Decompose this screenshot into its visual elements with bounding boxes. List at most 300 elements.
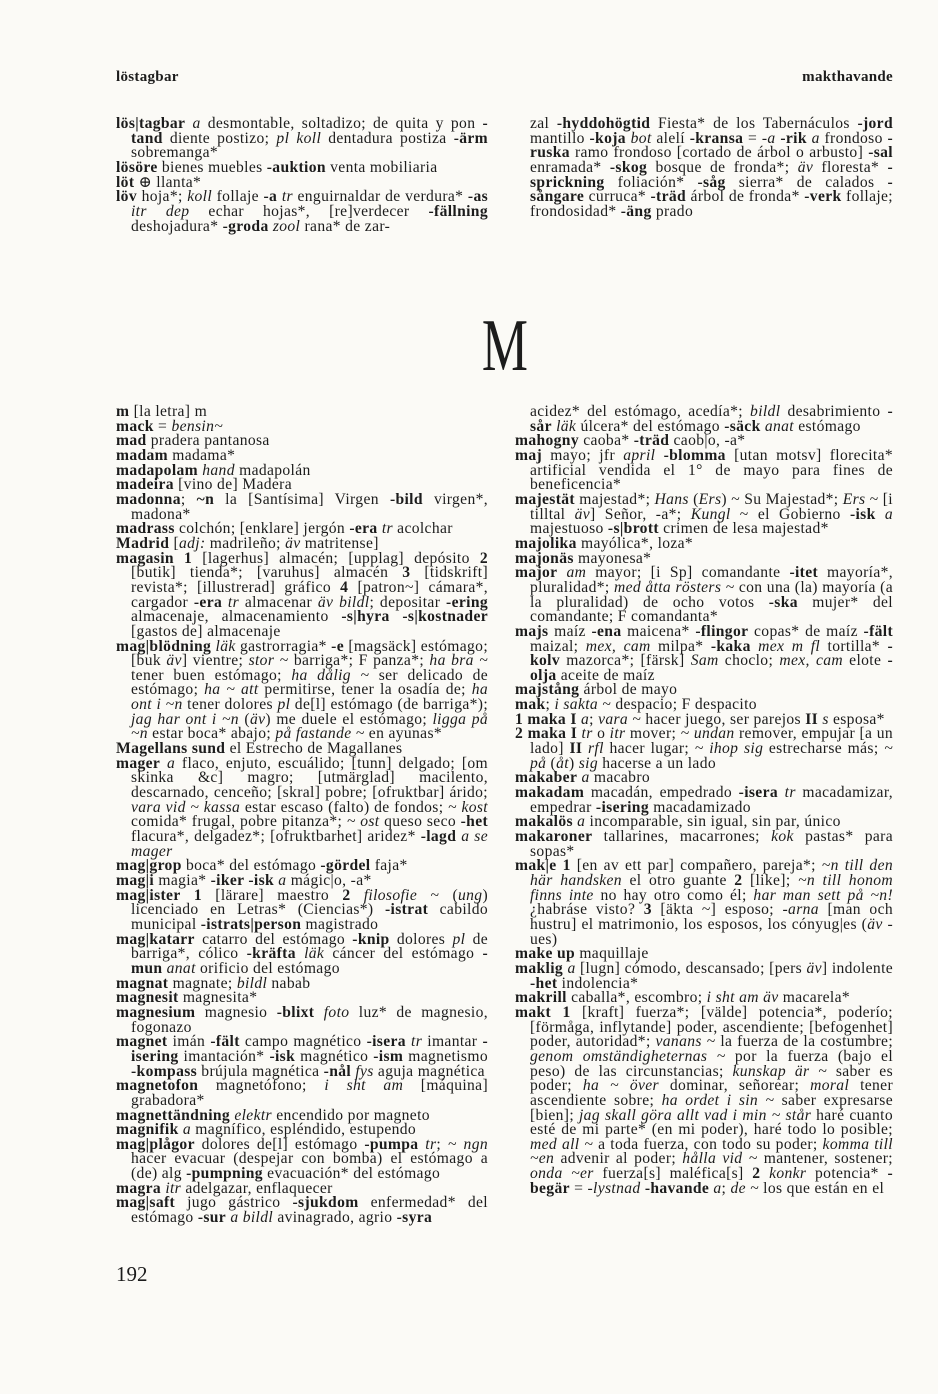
headword: 2 bbox=[734, 872, 743, 889]
grammar-label: tr bbox=[581, 725, 593, 743]
definition-text: los que están en el bbox=[758, 1179, 885, 1197]
headword: 2 bbox=[342, 886, 351, 904]
headword: -istrat bbox=[384, 901, 429, 919]
dictionary-entry bbox=[116, 637, 489, 743]
definition-text: estrecharse más; bbox=[763, 740, 885, 758]
grammar-label: bot bbox=[630, 129, 652, 147]
definition-text: magnífico, espléndido, estupendo bbox=[191, 1121, 417, 1139]
grammar-label: jag skall göra allt vad i min ~ står bbox=[579, 1106, 812, 1124]
headword: -lagd bbox=[420, 828, 457, 846]
grammar-label: am bbox=[566, 564, 587, 582]
definition-text: dolores de[l] estómago bbox=[194, 1135, 365, 1153]
dictionary-entry bbox=[515, 859, 893, 947]
grammar-label: rfl bbox=[587, 740, 604, 758]
headword: ~n bbox=[196, 490, 215, 508]
definition-text: mayoría*, pluralidad*; bbox=[530, 564, 893, 596]
definition-text: permitirse, tener la osadía de; bbox=[258, 681, 472, 699]
grammar-label: a bbox=[713, 1179, 722, 1197]
definition-text: [lärare] maestro bbox=[202, 886, 343, 904]
headword: -sprickning bbox=[530, 158, 893, 191]
grammar-label: ~ kost bbox=[448, 798, 488, 816]
definition-text: magistrado bbox=[301, 915, 379, 933]
headword: mahogny bbox=[515, 432, 579, 450]
dictionary-entry bbox=[116, 490, 488, 523]
definition-text: diente postizo; bbox=[162, 129, 277, 147]
headword: 1 bbox=[193, 886, 203, 904]
grammar-label: äv bbox=[249, 710, 266, 728]
definition-text: mantener, sostener; bbox=[757, 1150, 893, 1168]
grammar-label: vanans ~ bbox=[655, 1033, 716, 1051]
grammar-label: fys bbox=[355, 1062, 374, 1080]
definition-text: flacura*, delgadez*; [ofruktbarhet] aridez* bbox=[131, 828, 421, 846]
definition-text: pastas* para sopas* bbox=[530, 828, 893, 860]
definition-text: enramada* bbox=[530, 158, 610, 176]
grammar-label: pl bbox=[452, 930, 466, 948]
headword: makalös bbox=[515, 813, 573, 831]
definition-text: faja* bbox=[370, 857, 408, 875]
definition-text: Fiesta* de los Tabernáculos bbox=[650, 115, 858, 132]
headword: magnat bbox=[116, 974, 169, 992]
dictionary-entry bbox=[515, 405, 893, 434]
grammar-label: ha bra ~ bbox=[429, 652, 489, 670]
definition-text: haré cuanto esté de mi parte* (en mi poder), haré todo lo posible; bbox=[530, 1106, 893, 1139]
headword: 1 bbox=[562, 857, 571, 875]
grammar-label: genom omständigheternas ~ bbox=[530, 1047, 726, 1065]
headword: mag|saft bbox=[116, 1194, 176, 1212]
headword: Magellans sund bbox=[116, 740, 226, 758]
definition-text: mayo; jfr bbox=[542, 446, 624, 464]
grammar-label: adj: bbox=[179, 534, 206, 552]
headword: II bbox=[805, 710, 819, 728]
definition-text: maicena* bbox=[621, 622, 696, 640]
definition-text: acolchar bbox=[392, 520, 453, 538]
grammar-label: moral bbox=[810, 1077, 850, 1095]
grammar-label: ligga på ~n bbox=[131, 710, 488, 743]
definition-text: hacer juego, ser parejos bbox=[641, 710, 806, 728]
definition-text: sierra* de calados bbox=[725, 173, 888, 191]
headword: -isera bbox=[738, 784, 778, 802]
definition-text: echar hojas*, [re]verdecer bbox=[189, 202, 429, 220]
definition-text: mayólica*, loza* bbox=[576, 534, 694, 552]
headword: magasin bbox=[116, 549, 174, 567]
headword: madeira bbox=[116, 476, 174, 494]
headword: -a bbox=[263, 188, 278, 206]
definition-text: dentadura postiza bbox=[321, 129, 454, 147]
definition-text: [gastos de] almacenaje bbox=[131, 622, 281, 640]
definition-text: sobremanga* bbox=[131, 144, 218, 162]
definition-text: almacenar bbox=[239, 593, 318, 611]
definition-text: venta mobiliaria bbox=[325, 158, 438, 176]
headword: -groda bbox=[222, 217, 269, 235]
definition-text: alelí bbox=[651, 129, 690, 147]
grammar-label: äv bbox=[806, 959, 822, 977]
definition-text: ⊕ llanta* bbox=[134, 173, 202, 191]
headword: makaber bbox=[515, 769, 578, 787]
definition-text: hacer lugar; bbox=[603, 740, 695, 758]
dictionary-entry bbox=[515, 786, 893, 815]
definition-text: mover; bbox=[625, 725, 681, 743]
grammar-label: zool bbox=[272, 217, 301, 235]
headword: magnesit bbox=[116, 989, 179, 1007]
definition-text: de barriga*, cólico bbox=[131, 930, 488, 963]
headword: -kompass bbox=[131, 1062, 198, 1080]
dictionary-entry bbox=[116, 1003, 489, 1036]
grammar-label: onda ~er bbox=[530, 1165, 594, 1183]
definition-text: prado bbox=[651, 202, 694, 220]
grammar-label: vara vid ~ kassa bbox=[131, 798, 241, 816]
definition-text bbox=[314, 1004, 323, 1021]
definition-text: de[l] estómago (de barriga*); bbox=[290, 696, 489, 714]
dictionary-entry bbox=[116, 117, 488, 161]
definition-text: jugo gástrico bbox=[175, 1194, 293, 1212]
headword: -isering bbox=[595, 798, 649, 816]
definition-text: ( bbox=[238, 710, 250, 728]
definition-text: pradera pantanosa bbox=[146, 432, 270, 450]
dictionary-entry bbox=[515, 727, 893, 771]
headword: -sur bbox=[197, 1209, 227, 1227]
definition-text: [lagerhus] almacén; [upplag] depósito bbox=[192, 549, 480, 567]
definition-text: orificio del estómago bbox=[195, 959, 340, 977]
definition-text: árbol de mayo bbox=[579, 681, 678, 699]
headword: mag|i bbox=[116, 872, 155, 889]
definition-text: ; bbox=[436, 1135, 448, 1153]
definition-text: ramo frondoso [cortado de árbol o arbusto] bbox=[569, 144, 869, 162]
headword: -iker -isk bbox=[210, 872, 275, 889]
headword: madonna bbox=[116, 490, 181, 508]
definition-text: remover, empujar [a un lado] bbox=[530, 725, 893, 758]
headword: majs bbox=[515, 622, 549, 640]
section-letter-glyph: M bbox=[481, 305, 528, 387]
definition-text: ) bbox=[568, 754, 579, 772]
definition-text: el otro guante bbox=[621, 872, 735, 889]
grammar-label: a bbox=[192, 115, 201, 132]
definition-text: [vino de] Madera bbox=[173, 476, 292, 494]
headword: mag|ister bbox=[116, 886, 181, 904]
headword: löt bbox=[116, 173, 135, 191]
grammar-label: ha ordet i sin ~ bbox=[661, 1091, 775, 1109]
definition-text: [man och hustru] el matrimonio, los esposos, los cónyug|es ( bbox=[530, 901, 893, 933]
definition-text: aguja magnética bbox=[373, 1062, 485, 1080]
grammar-label: mex, cam bbox=[779, 652, 843, 670]
definition-text: imantar bbox=[422, 1033, 483, 1051]
grammar-label: konkr bbox=[769, 1165, 807, 1183]
headword: -jord bbox=[857, 115, 893, 132]
definition-text: tallarines, macarrones; bbox=[592, 828, 772, 846]
grammar-label: i sht am bbox=[324, 1077, 404, 1095]
definition-text: milpa* bbox=[650, 637, 711, 655]
definition-text: brújula magnética bbox=[197, 1062, 324, 1080]
headword: make up bbox=[515, 945, 576, 963]
headword: m bbox=[116, 403, 130, 420]
definition-text: magia* bbox=[154, 872, 211, 889]
dictionary-entry bbox=[515, 490, 894, 538]
headword: makaroner bbox=[515, 828, 593, 846]
headword: -mun bbox=[131, 945, 488, 977]
grammar-label: s bbox=[822, 710, 829, 728]
grammar-label: elektr bbox=[234, 1106, 272, 1124]
headword: -isk bbox=[849, 505, 876, 523]
headword: -ism bbox=[373, 1047, 404, 1065]
headword: Madrid bbox=[116, 534, 170, 552]
headword: mak|e bbox=[515, 857, 557, 875]
definition-text: macarela* bbox=[778, 989, 850, 1007]
headword: 3 bbox=[643, 901, 652, 919]
headword: 1 maka bbox=[515, 710, 567, 728]
headword: -koja bbox=[589, 129, 626, 147]
headword: magnetofon bbox=[116, 1077, 199, 1095]
headword: -fält bbox=[863, 622, 893, 640]
grammar-label: ~ ihop sig bbox=[694, 740, 764, 758]
grammar-label: äv bbox=[867, 915, 883, 933]
definition-text: queso seco bbox=[379, 813, 461, 831]
definition-text: matritense] bbox=[300, 534, 379, 552]
headword: -begär bbox=[530, 1165, 894, 1197]
headword: -isk bbox=[269, 1047, 296, 1065]
definition-text: flaco, enjuto, escuálido; [tunn] delgado; [om skinka &c] magro; [utmärglad] macilento, descarnado, cenceño; [skral] pobre; [ofruktbar] árido; bbox=[131, 754, 488, 802]
definition-text: -ues) bbox=[530, 915, 893, 948]
definition-text: comida* frugal, pobre pitanza*; bbox=[131, 813, 347, 831]
grammar-label: tr bbox=[281, 188, 293, 206]
definition-text: catarro del estómago bbox=[194, 930, 353, 948]
definition-text: hacerse a un lado bbox=[597, 754, 716, 772]
dictionary-entry bbox=[116, 930, 488, 977]
definition-text: caoba* bbox=[578, 432, 634, 450]
definition-text: caballa*, escombro; bbox=[566, 989, 707, 1007]
definition-text: ( bbox=[546, 754, 557, 772]
headword: -pumpa bbox=[364, 1135, 419, 1153]
definition-text: fuerza[s] maléfica[s] bbox=[593, 1165, 753, 1183]
definition-text: a toda fuerza, con todo su poder; bbox=[593, 1135, 823, 1153]
headword: 1 bbox=[184, 549, 193, 567]
grammar-label: tr bbox=[425, 1135, 437, 1153]
grammar-label: stor ~ bbox=[248, 652, 289, 670]
definition-text: árbol de fronda* bbox=[686, 188, 805, 206]
definition-text: madama* bbox=[168, 446, 236, 464]
headword: -ruska bbox=[530, 129, 893, 162]
grammar-label: a bbox=[577, 813, 586, 831]
grammar-label: äv bildl bbox=[317, 593, 370, 611]
dictionary-entry bbox=[515, 1003, 894, 1197]
definition-text: boca* del estómago bbox=[181, 857, 321, 875]
headword: -het bbox=[460, 813, 489, 831]
dictionary-entry bbox=[515, 117, 893, 220]
grammar-label: tr bbox=[381, 520, 393, 538]
grammar-label: tr bbox=[784, 784, 796, 802]
definition-text: colchón; [enklare] jergón bbox=[174, 520, 350, 538]
definition-text: saber es poder; bbox=[530, 1062, 893, 1095]
definition-text: nabab bbox=[267, 974, 311, 992]
dictionary-entry bbox=[515, 959, 894, 992]
grammar-label: ha ~ att bbox=[204, 681, 259, 699]
definition-text: ; bbox=[180, 490, 197, 508]
definition-text: [utan motsv] florecita* artificial vendida el 1° de mayo para fines de beneficencia* bbox=[530, 446, 894, 494]
headword: 2 bbox=[479, 549, 488, 567]
definition-text: enfermedad* del estómago bbox=[131, 1194, 488, 1227]
definition-text: [kraft] fuerza*; [välde] potencia*, poderío; [förmåga, inflytande] poder, ascendiente; [befogenhet] poder, autoridad*; bbox=[530, 1003, 893, 1051]
headword: -era bbox=[193, 593, 223, 611]
definition-text: ~ el Gobierno bbox=[730, 505, 850, 523]
definition-text: ¿habráse visto? bbox=[530, 901, 644, 919]
headword: 3 bbox=[402, 564, 411, 582]
dictionary-entry bbox=[515, 566, 893, 625]
definition-text: advenir al poder; bbox=[554, 1150, 683, 1168]
definition-text: aceite de maíz bbox=[556, 666, 655, 684]
headword: -fällning bbox=[428, 202, 488, 220]
headword: -bild bbox=[389, 490, 423, 508]
definition-text: la fuerza de la costumbre; bbox=[715, 1033, 894, 1051]
dictionary-column-main-left bbox=[116, 405, 488, 1226]
headword: -såg bbox=[697, 173, 726, 191]
headword: -hyddohögtid bbox=[556, 115, 651, 132]
headword: major bbox=[515, 564, 558, 582]
grammar-label: på fastande ~ bbox=[275, 725, 365, 743]
grammar-label: har man sett på ~n! bbox=[753, 886, 893, 904]
grammar-label: a se mager bbox=[131, 828, 488, 860]
grammar-label: ~ ost bbox=[346, 813, 380, 831]
definition-text: [la letra] m bbox=[129, 403, 208, 420]
dictionary-entry bbox=[116, 1079, 488, 1108]
headword: -sjukdom bbox=[292, 1194, 359, 1212]
definition-text: mantillo bbox=[530, 129, 590, 147]
definition-text: la [Santísima] Virgen bbox=[214, 490, 390, 508]
headword: mad bbox=[116, 432, 147, 450]
grammar-label: komma till ~en bbox=[530, 1135, 893, 1168]
grammar-label: ung bbox=[458, 886, 483, 904]
headword: -havande bbox=[644, 1179, 710, 1197]
headword: I bbox=[570, 710, 577, 728]
headword: -olja bbox=[530, 652, 893, 684]
headword: -as bbox=[467, 188, 489, 206]
headword: -kolv bbox=[530, 637, 893, 670]
headword: 4 bbox=[340, 578, 349, 596]
grammar-label: ha ~ över bbox=[582, 1077, 659, 1095]
section-letter bbox=[116, 305, 893, 387]
headword: -e bbox=[331, 637, 344, 655]
definition-text: cabildo municipal bbox=[131, 901, 488, 933]
grammar-label: äv bbox=[166, 652, 182, 670]
headword: mak bbox=[515, 696, 546, 714]
headword: -istrats|person bbox=[200, 915, 302, 933]
grammar-label: foto bbox=[323, 1003, 350, 1021]
grammar-label: a bbox=[580, 710, 590, 728]
definition-text: virgen*, madona* bbox=[131, 490, 488, 523]
dictionary-column-top-left bbox=[116, 117, 488, 234]
definition-text: potencia* bbox=[806, 1165, 888, 1183]
definition-text: mujer* del comandante; F comandanta* bbox=[530, 593, 893, 626]
headword: I bbox=[570, 725, 578, 743]
headword: -ena bbox=[591, 622, 622, 640]
definition-text: choclo; bbox=[718, 652, 780, 670]
definition-text: floresta* bbox=[813, 158, 888, 176]
definition-text: ) me duele el estómago; bbox=[265, 710, 433, 728]
headword: -s|brott bbox=[607, 520, 659, 538]
headword: magnifik bbox=[116, 1121, 179, 1139]
grammar-label: Kungl bbox=[690, 505, 731, 523]
headword: majolika bbox=[515, 534, 577, 552]
grammar-label: mex m fl bbox=[758, 637, 821, 655]
definition-text: bosque de fronda*; bbox=[647, 158, 798, 176]
grammar-label: -a bbox=[761, 129, 776, 147]
headword: mack bbox=[116, 417, 154, 435]
definition-text: estar escaso (falto) de fondos; bbox=[240, 798, 449, 816]
headword: mag|katarr bbox=[116, 930, 195, 948]
grammar-label: kunskap är ~ bbox=[732, 1062, 828, 1080]
definition-text: dolores bbox=[389, 930, 453, 948]
dictionary-entry bbox=[515, 622, 893, 684]
headword: lösöre bbox=[116, 158, 158, 176]
headword: lös|tagbar bbox=[116, 115, 186, 132]
headword: -isera bbox=[366, 1033, 406, 1051]
definition-text: [patron~] cámara*, cargador bbox=[131, 578, 488, 611]
headword: madapolam bbox=[116, 461, 198, 479]
definition-text: incomparable, sin igual, sin par, único bbox=[585, 813, 841, 831]
grammar-label: Ers bbox=[842, 490, 866, 508]
headword: magnet bbox=[116, 1033, 168, 1051]
grammar-label: -lystnad bbox=[587, 1179, 641, 1197]
definition-text: zal bbox=[530, 115, 557, 132]
definition-text: ser delicado de estómago; bbox=[131, 666, 488, 699]
definition-text: foliación* bbox=[604, 173, 698, 191]
definition-text: ; bbox=[721, 1179, 731, 1197]
grammar-label: a bbox=[581, 769, 590, 787]
dictionary-column-top-right bbox=[515, 117, 893, 220]
headword: -tand bbox=[131, 115, 489, 147]
definition-text: magnesio bbox=[195, 1003, 277, 1021]
definition-text: copas* de maíz bbox=[748, 622, 864, 640]
definition-text: mágic|o, -a* bbox=[286, 872, 372, 889]
dictionary-entry bbox=[116, 1135, 488, 1183]
grammar-label: a bbox=[811, 129, 820, 147]
headword: majstång bbox=[515, 681, 580, 699]
dictionary-entry bbox=[116, 1035, 488, 1079]
definition-text: hacer evacuar (despejar con bomba) el estómago a (de) alg bbox=[131, 1150, 488, 1183]
definition-text: evacuación* del estómago bbox=[262, 1165, 441, 1183]
definition-text: desabrimiento bbox=[780, 403, 888, 420]
headword: -sår bbox=[530, 403, 893, 435]
definition-text: caob|o, -a* bbox=[669, 432, 746, 450]
definition-text: macadamizado bbox=[648, 798, 751, 816]
grammar-label: äv bbox=[574, 505, 591, 523]
grammar-label: äv bbox=[797, 158, 814, 176]
grammar-label: anat bbox=[166, 959, 196, 977]
definition-text: ] indolente bbox=[821, 959, 894, 977]
definition-text: [en av ett par] compañero, pareja*; bbox=[570, 857, 822, 875]
definition-text: adelgazar, enflaquecer bbox=[181, 1179, 333, 1197]
definition-text: tener buen estómago; bbox=[131, 666, 292, 684]
grammar-label: pl bbox=[277, 696, 291, 714]
headword: -nål bbox=[323, 1062, 352, 1080]
grammar-label: koll bbox=[187, 188, 213, 206]
definition-text: dominar, señorear; bbox=[658, 1077, 811, 1095]
grammar-label: sig bbox=[578, 754, 598, 772]
definition-text: bienes muebles bbox=[157, 158, 267, 176]
definition-text: esposa* bbox=[828, 710, 885, 728]
definition-text: ( bbox=[688, 490, 699, 508]
grammar-label: Sam bbox=[690, 652, 719, 670]
grammar-label: med åtta rösters ~ bbox=[613, 578, 735, 596]
definition-text: o bbox=[592, 725, 610, 743]
definition-text: ) ~ Su Majestad*; bbox=[721, 490, 843, 508]
definition-text: [butik] tienda*; [varuhus] almacén bbox=[131, 564, 403, 582]
definition-text: ) licenciado en Letras* (Ciencias*) bbox=[131, 886, 488, 919]
headword: -syra bbox=[396, 1209, 433, 1227]
definition-text: ] Señor, -a*; bbox=[590, 505, 691, 523]
headword: -träd bbox=[650, 188, 687, 206]
definition-text: [magsäck] estómago; [buk bbox=[131, 637, 489, 670]
headword: -ska bbox=[768, 593, 798, 611]
grammar-label: itr bbox=[609, 725, 626, 743]
headword: 1 bbox=[562, 1003, 571, 1021]
